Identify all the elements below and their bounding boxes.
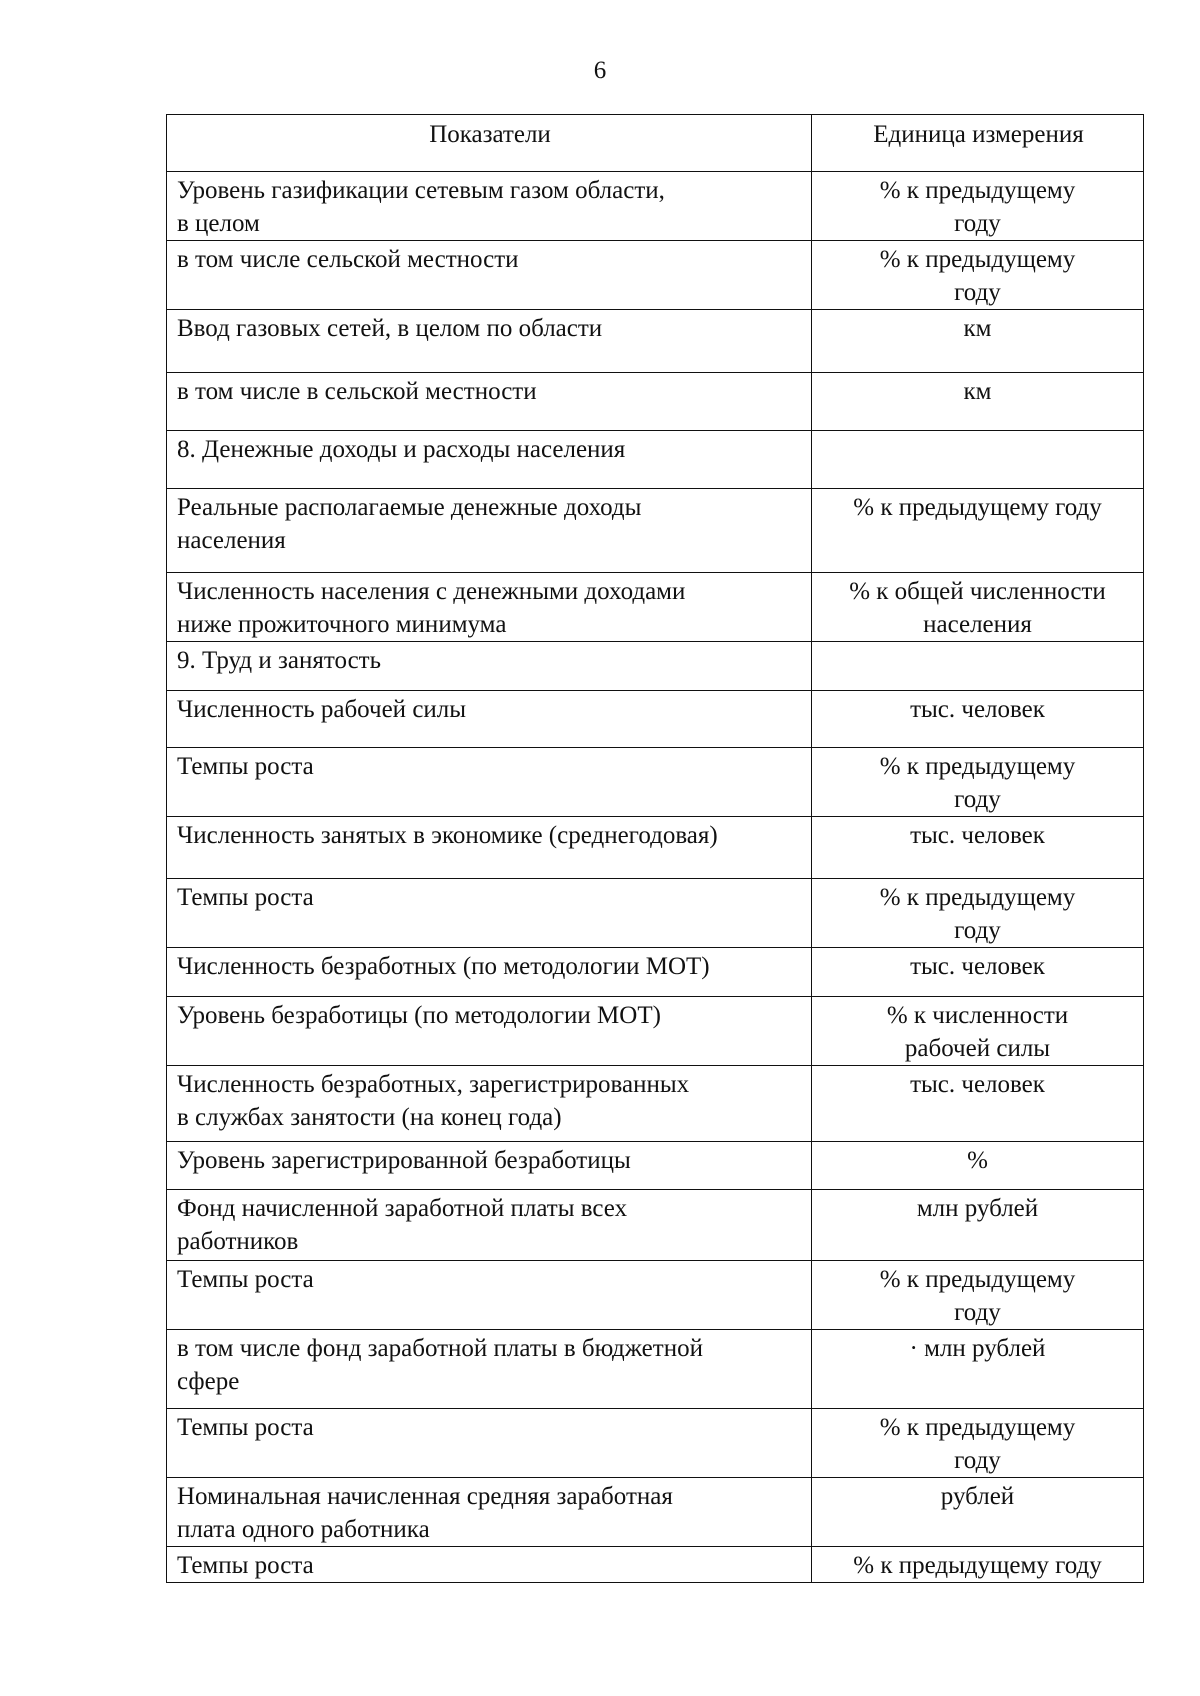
unit-cell bbox=[812, 1330, 1144, 1409]
indicator-cell bbox=[167, 1142, 812, 1190]
unit-cell bbox=[812, 1142, 1144, 1190]
unit-text: км bbox=[963, 378, 992, 405]
unit-text: % к предыдущему году bbox=[879, 884, 1076, 944]
unit-text: млн рублей bbox=[916, 1195, 1039, 1222]
unit-text: % к предыдущему году bbox=[853, 1552, 1102, 1579]
table-row bbox=[167, 1066, 1144, 1142]
indicator-name: Численность рабочей силы bbox=[177, 696, 467, 723]
indicator-name: Номинальная начисленная средняя заработная плата одного работника bbox=[177, 1483, 673, 1543]
unit-cell bbox=[812, 1547, 1144, 1583]
unit-text: % к численности рабочей силы bbox=[886, 1002, 1069, 1062]
indicator-name: Уровень зарегистрированной безработицы bbox=[177, 1147, 631, 1174]
unit-cell bbox=[812, 817, 1144, 879]
indicator-cell bbox=[167, 431, 812, 489]
table-row bbox=[167, 431, 1144, 489]
indicator-name: Численность безработных, зарегистрированных в службах занятости (на конец года) bbox=[177, 1071, 690, 1131]
unit-cell bbox=[812, 879, 1144, 948]
table-row bbox=[167, 1190, 1144, 1261]
indicator-cell bbox=[167, 1330, 812, 1409]
unit-cell bbox=[812, 1190, 1144, 1261]
indicator-name: Темпы роста bbox=[177, 753, 314, 780]
table-row bbox=[167, 691, 1144, 748]
indicator-name: в том числе сельской местности bbox=[177, 246, 519, 273]
indicator-name: Реальные располагаемые денежные доходы населения bbox=[177, 494, 642, 554]
unit-cell bbox=[812, 489, 1144, 573]
unit-text: % bbox=[967, 1147, 988, 1174]
indicator-name: 8. Денежные доходы и расходы населения bbox=[177, 436, 626, 463]
unit-text: % к предыдущему году bbox=[879, 246, 1076, 306]
table-row bbox=[167, 172, 1144, 241]
table-row bbox=[167, 997, 1144, 1066]
table-row bbox=[167, 879, 1144, 948]
indicator-cell bbox=[167, 1547, 812, 1583]
table-body bbox=[167, 172, 1144, 1583]
table-row bbox=[167, 1330, 1144, 1409]
indicator-cell bbox=[167, 691, 812, 748]
unit-cell bbox=[812, 310, 1144, 373]
indicator-name: Темпы роста bbox=[177, 1414, 314, 1441]
unit-text: % к предыдущему году bbox=[879, 1414, 1076, 1474]
unit-text: тыс. человек bbox=[910, 696, 1045, 723]
page-number: 6 bbox=[593, 57, 607, 84]
unit-text: тыс. человек bbox=[910, 953, 1045, 980]
indicator-cell bbox=[167, 748, 812, 817]
unit-cell bbox=[812, 1066, 1144, 1142]
indicators-table bbox=[166, 114, 1144, 1583]
table-row bbox=[167, 748, 1144, 817]
unit-cell bbox=[812, 431, 1144, 489]
table-row bbox=[167, 573, 1144, 642]
table-row bbox=[167, 241, 1144, 310]
table-row bbox=[167, 1478, 1144, 1547]
unit-text: % к предыдущему году bbox=[879, 177, 1076, 237]
unit-cell bbox=[812, 691, 1144, 748]
indicator-name: Уровень газификации сетевым газом области, в целом bbox=[177, 177, 665, 237]
indicator-name: Ввод газовых сетей, в целом по области bbox=[177, 315, 603, 342]
indicator-cell bbox=[167, 373, 812, 431]
indicator-cell bbox=[167, 573, 812, 642]
unit-text: % к предыдущему году bbox=[879, 1266, 1076, 1326]
indicator-cell bbox=[167, 1066, 812, 1142]
unit-text: тыс. человек bbox=[910, 822, 1045, 849]
unit-cell bbox=[812, 642, 1144, 691]
indicator-cell bbox=[167, 879, 812, 948]
indicator-name: Темпы роста bbox=[177, 884, 314, 911]
unit-text: км bbox=[963, 315, 992, 342]
header-unit: Единица измерения bbox=[812, 115, 1144, 172]
table-row bbox=[167, 817, 1144, 879]
unit-cell bbox=[812, 948, 1144, 997]
table-row bbox=[167, 1547, 1144, 1583]
indicator-name: Уровень безработицы (по методологии МОТ) bbox=[177, 1002, 661, 1029]
table-row bbox=[167, 1261, 1144, 1330]
indicator-cell bbox=[167, 948, 812, 997]
table-row bbox=[167, 1409, 1144, 1478]
unit-cell bbox=[812, 573, 1144, 642]
unit-cell bbox=[812, 241, 1144, 310]
unit-cell bbox=[812, 748, 1144, 817]
unit-cell bbox=[812, 1409, 1144, 1478]
table-row bbox=[167, 310, 1144, 373]
table-row bbox=[167, 642, 1144, 691]
indicator-cell bbox=[167, 1478, 812, 1547]
indicator-cell bbox=[167, 642, 812, 691]
indicator-name: Численность занятых в экономике (среднегодовая) bbox=[177, 822, 718, 849]
table-row bbox=[167, 1142, 1144, 1190]
indicator-name: Численность безработных (по методологии МОТ) bbox=[177, 953, 710, 980]
indicator-cell bbox=[167, 1261, 812, 1330]
unit-text: тыс. человек bbox=[910, 1071, 1045, 1098]
indicator-name: в том числе фонд заработной платы в бюджетной сфере bbox=[177, 1335, 703, 1395]
table-row bbox=[167, 948, 1144, 997]
table-header-row bbox=[167, 115, 1144, 172]
indicator-cell bbox=[167, 241, 812, 310]
indicator-cell bbox=[167, 817, 812, 879]
unit-text: % к предыдущему году bbox=[879, 753, 1076, 813]
indicator-name: Численность населения с денежными доходами ниже прожиточного минимума bbox=[177, 578, 686, 638]
unit-cell bbox=[812, 997, 1144, 1066]
indicator-name: 9. Труд и занятость bbox=[177, 647, 382, 674]
indicator-cell bbox=[167, 172, 812, 241]
indicator-cell bbox=[167, 489, 812, 573]
unit-cell bbox=[812, 373, 1144, 431]
indicator-name: Темпы роста bbox=[177, 1266, 314, 1293]
unit-text: · млн рублей bbox=[909, 1335, 1046, 1362]
table-row bbox=[167, 373, 1144, 431]
header-indicator: Показатели bbox=[167, 115, 812, 172]
unit-cell bbox=[812, 1261, 1144, 1330]
indicator-name: Темпы роста bbox=[177, 1552, 314, 1579]
table-row bbox=[167, 489, 1144, 573]
indicator-name: Фонд начисленной заработной платы всех работников bbox=[177, 1195, 628, 1255]
indicator-name: в том числе в сельской местности bbox=[177, 378, 537, 405]
unit-cell bbox=[812, 172, 1144, 241]
indicator-cell bbox=[167, 1409, 812, 1478]
unit-cell bbox=[812, 1478, 1144, 1547]
indicator-cell bbox=[167, 1190, 812, 1261]
indicator-cell bbox=[167, 310, 812, 373]
unit-text: % к общей численности населения bbox=[849, 578, 1106, 638]
indicator-cell bbox=[167, 997, 812, 1066]
unit-text: рублей bbox=[940, 1483, 1015, 1510]
unit-text: % к предыдущему году bbox=[853, 494, 1102, 521]
